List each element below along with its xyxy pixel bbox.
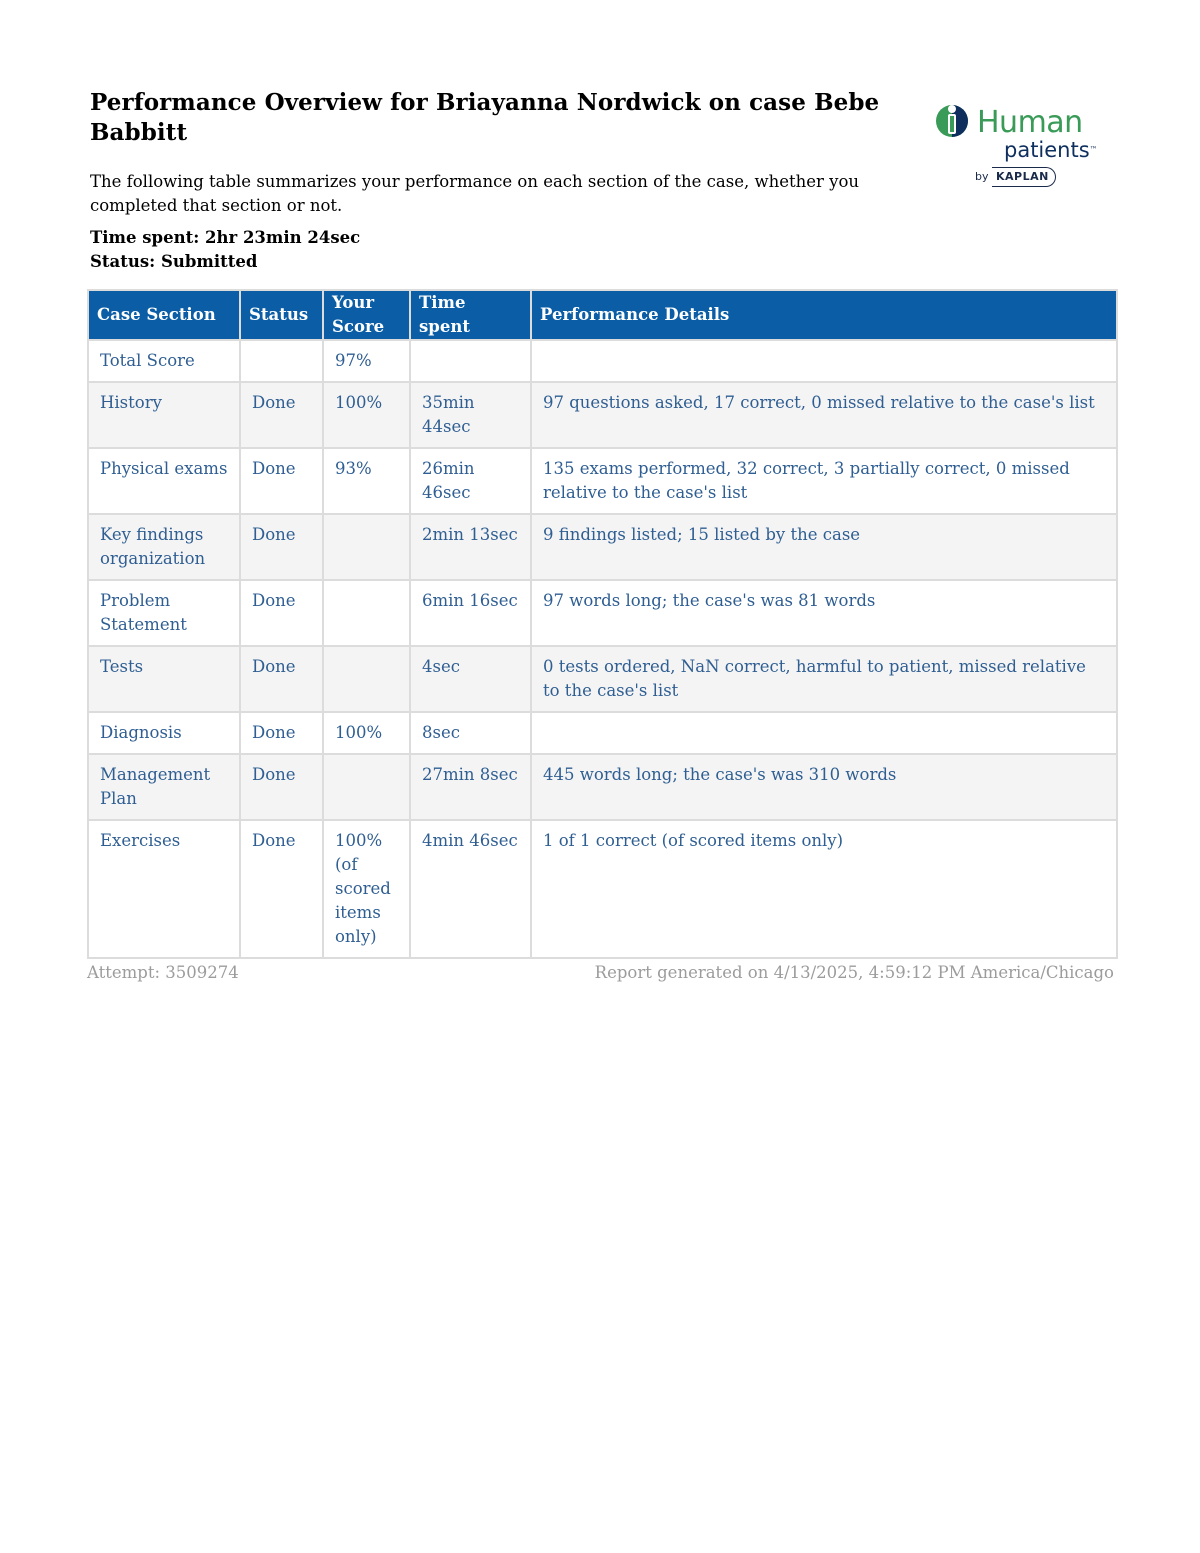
report-generated: Report generated on 4/13/2025, 4:59:12 PM America/Chicago	[594, 963, 1114, 982]
trademark-mark: ™	[1089, 145, 1098, 154]
cell-score: 100%	[324, 713, 411, 755]
cell-status: Done	[241, 713, 324, 755]
cell-details: 0 tests ordered, NaN correct, harmful to patient, missed relative to the case's list	[532, 647, 1116, 713]
report-page	[87, 86, 1114, 982]
table-row	[89, 581, 1116, 647]
cell-details: 9 findings listed; 15 listed by the case	[532, 515, 1116, 581]
logo-patients-text: patients™	[1004, 138, 1098, 162]
performance-table	[87, 289, 1118, 959]
cell-score: 97%	[324, 341, 411, 383]
report-header	[87, 86, 1114, 286]
cell-section: Diagnosis	[89, 713, 241, 755]
table-row	[89, 449, 1116, 515]
cell-details: 97 words long; the case's was 81 words	[532, 581, 1116, 647]
cell-details: 97 questions asked, 17 correct, 0 missed relative to the case's list	[532, 383, 1116, 449]
col-case-section: Case Section	[89, 291, 241, 341]
cell-section: Management Plan	[89, 755, 241, 821]
cell-status: Done	[241, 515, 324, 581]
table-row	[89, 713, 1116, 755]
cell-status: Done	[241, 581, 324, 647]
cell-status: Done	[241, 647, 324, 713]
cell-time: 27min 8sec	[411, 755, 532, 821]
cell-section: Total Score	[89, 341, 241, 383]
logo-human-text: Human	[977, 105, 1083, 140]
cell-score: 93%	[324, 449, 411, 515]
cell-details: 135 exams performed, 32 correct, 3 partially correct, 0 missed relative to the case's list	[532, 449, 1116, 515]
col-time-spent: Time spent	[411, 291, 532, 341]
cell-section: Key findings organization	[89, 515, 241, 581]
page-title: Performance Overview for Briayanna Nordwick on case Bebe Babbitt	[90, 89, 880, 146]
table-row	[89, 515, 1116, 581]
table-row	[89, 341, 1116, 383]
logo-kaplan-text: by KAPLAN	[975, 167, 1056, 187]
cell-section: Tests	[89, 647, 241, 713]
cell-time: 6min 16sec	[411, 581, 532, 647]
cell-time: 26min 46sec	[411, 449, 532, 515]
summary-block	[90, 226, 360, 274]
col-your-score: Your Score	[324, 291, 411, 341]
ihuman-patients-logo	[935, 102, 1115, 198]
cell-time: 4min 46sec	[411, 821, 532, 957]
table-row	[89, 821, 1116, 957]
cell-time: 8sec	[411, 713, 532, 755]
cell-details	[532, 341, 1116, 383]
cell-time	[411, 341, 532, 383]
cell-details	[532, 713, 1116, 755]
ihuman-logo-icon	[935, 102, 975, 142]
cell-time: 2min 13sec	[411, 515, 532, 581]
table-row	[89, 647, 1116, 713]
status-summary: Status: Submitted	[90, 252, 258, 271]
cell-status: Done	[241, 755, 324, 821]
col-performance-details: Performance Details	[532, 291, 1116, 341]
cell-score	[324, 515, 411, 581]
table-header-row	[89, 291, 1116, 341]
col-status: Status	[241, 291, 324, 341]
cell-section: Problem Statement	[89, 581, 241, 647]
cell-details: 1 of 1 correct (of scored items only)	[532, 821, 1116, 957]
cell-status: Done	[241, 449, 324, 515]
cell-time: 4sec	[411, 647, 532, 713]
cell-time: 35min 44sec	[411, 383, 532, 449]
cell-score	[324, 581, 411, 647]
cell-section: Physical exams	[89, 449, 241, 515]
cell-status: Done	[241, 383, 324, 449]
cell-score: 100%	[324, 383, 411, 449]
cell-details: 445 words long; the case's was 310 words	[532, 755, 1116, 821]
table-row	[89, 383, 1116, 449]
cell-score	[324, 647, 411, 713]
table-row	[89, 755, 1116, 821]
cell-section: Exercises	[89, 821, 241, 957]
cell-status	[241, 341, 324, 383]
cell-score	[324, 755, 411, 821]
cell-score: 100% (of scored items only)	[324, 821, 411, 957]
cell-section: History	[89, 383, 241, 449]
attempt-id: Attempt: 3509274	[87, 963, 239, 982]
intro-text: The following table summarizes your performance on each section of the case, whether you completed that section or not.	[90, 172, 860, 215]
time-spent-summary: Time spent: 2hr 23min 24sec	[90, 228, 361, 247]
cell-status: Done	[241, 821, 324, 957]
